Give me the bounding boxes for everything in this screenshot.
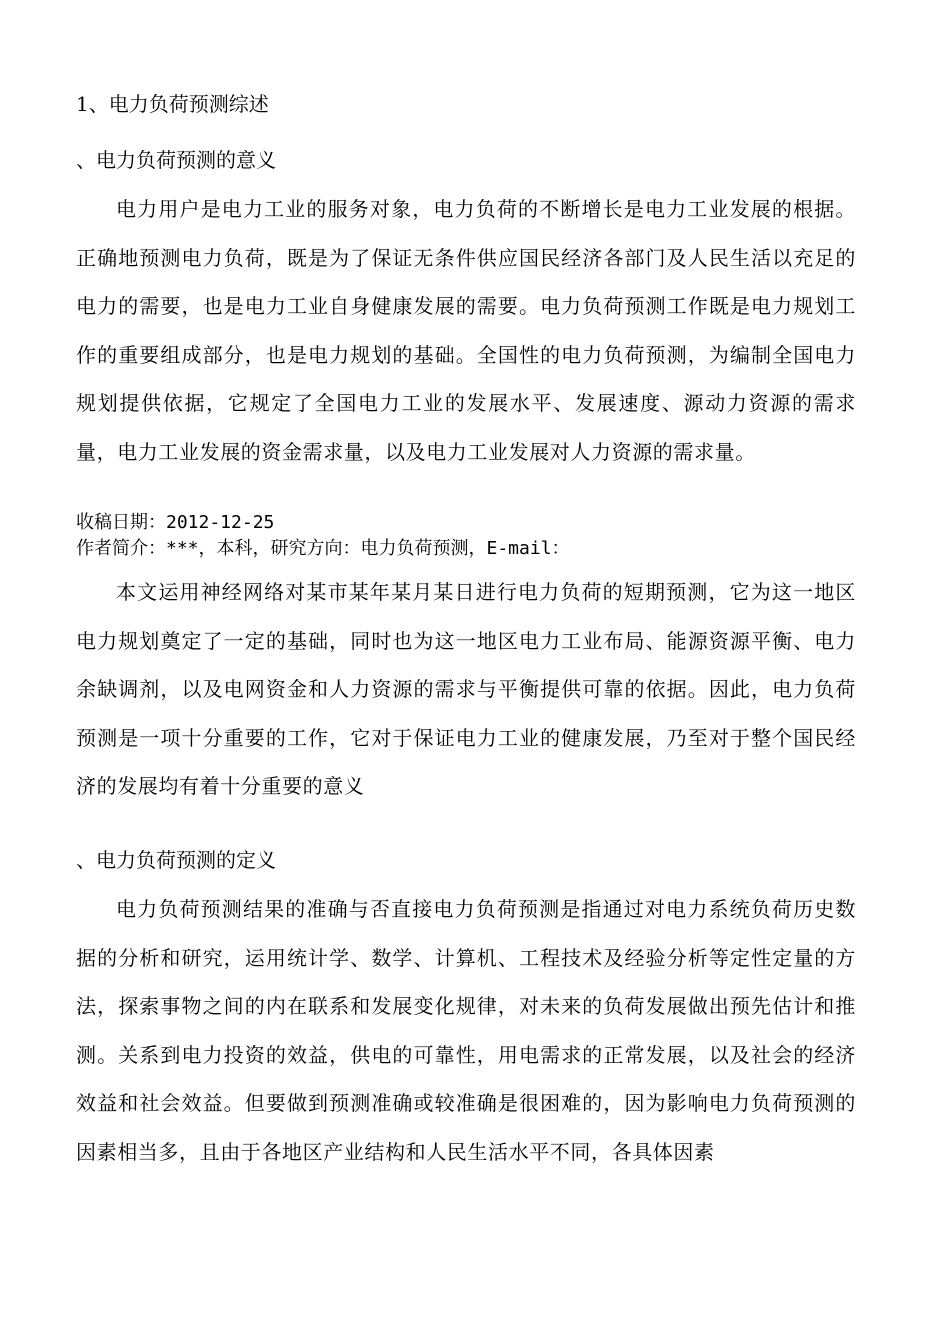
paragraph-purpose: 本文运用神经网络对某市某年某月某日进行电力负荷的短期预测，它为这一地区电力规划奠定了一定的基础，同时也为这一地区电力工业布局、能源资源平衡、电力余缺调剂，以及电网资金和人力资源的需求与平衡提供可靠的依据。因此，电力负荷预测是一项十分重要的工作，它对于保证电力工业的健康发展，乃至对于整个国民经济的发展均有着十分重要的意义 xyxy=(76,580,856,798)
author-info: 作者简介：***，本科，研究方向：电力负荷预测，E-mail： xyxy=(76,538,570,559)
paragraph-definition: 电力负荷预测结果的准确与否直接电力负荷预测是指通过对电力系统负荷历史数据的分析和研究，运用统计学、数学、计算机、工程技术及经验分析等定性定量的方法，探索事物之间的内在联系和发展变化规律，对未来的负荷发展做出预先估计和推测。关系到电力投资的效益，供电的可靠性，用电需求的正常发展，以及社会的经济效益和社会效益。但要做到预测准确或较准确是很困难的，因为影响电力负荷预测的因素相当多，且由于各地区产业结构和人民生活水平不同，各具体因素 xyxy=(76,897,856,1164)
received-date: 收稿日期：2012-12-25 xyxy=(76,512,275,533)
subsection-heading-definition: 、电力负荷预测的定义 xyxy=(76,848,276,872)
paragraph-significance: 电力用户是电力工业的服务对象，电力负荷的不断增长是电力工业发展的根据。正确地预测电力负荷，既是为了保证无条件供应国民经济各部门及人民生活以充足的电力的需要，也是电力工业自身健康发展的需要。电力负荷预测工作既是电力规划工作的重要组成部分，也是电力规划的基础。全国性的电力负荷预测，为编制全国电力规划提供依据，它规定了全国电力工业的发展水平、发展速度、源动力资源的需求量，电力工业发展的资金需求量，以及电力工业发展对人力资源的需求量。 xyxy=(76,197,856,464)
section-heading-overview: 1、电力负荷预测综述 xyxy=(76,92,269,116)
subsection-heading-significance: 、电力负荷预测的意义 xyxy=(76,148,276,172)
